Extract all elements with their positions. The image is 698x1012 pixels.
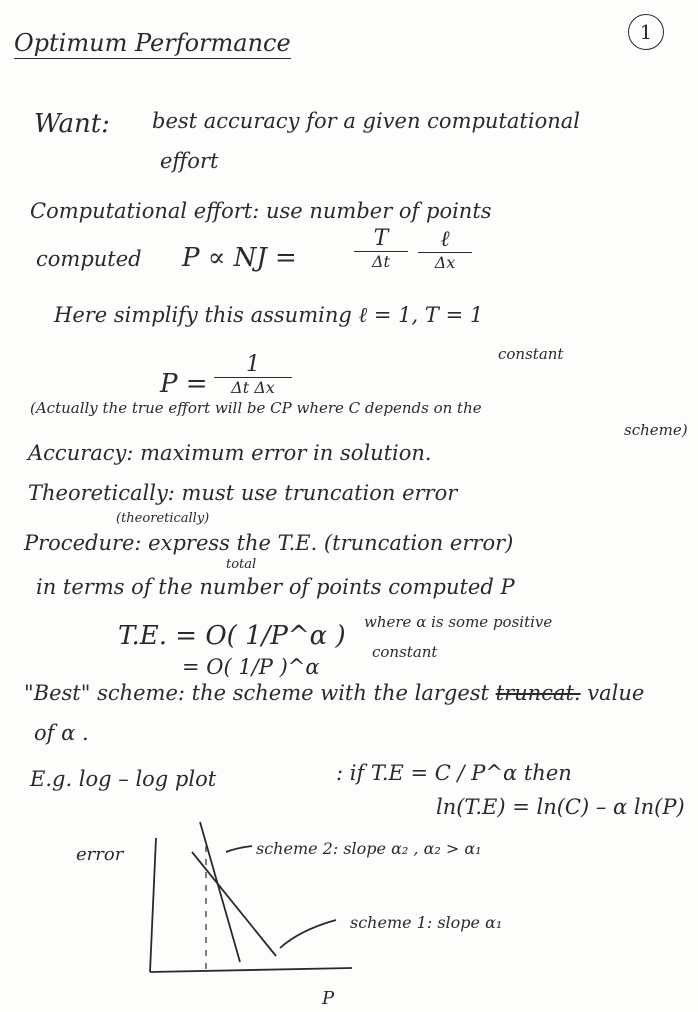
best-struck-word: truncat.	[495, 681, 581, 705]
te-note2: constant	[372, 643, 438, 661]
scheme-note: scheme)	[624, 421, 688, 439]
effort-formula: P ∝ NJ =	[182, 243, 297, 273]
te-line1: T.E. = O( 1/P^α )	[118, 621, 346, 651]
want-line1: best accuracy for a given computational	[152, 109, 580, 133]
procedure-line: Procedure: express the T.E. (truncation error)	[24, 531, 514, 555]
scheme1-label: scheme 1: slope α₁	[350, 913, 503, 932]
te-note1: where α is some positive	[364, 613, 553, 631]
eg-line: E.g. log – log plot	[30, 767, 217, 791]
accuracy-line: Accuracy: maximum error in solution.	[28, 441, 432, 465]
best-line2: of α .	[34, 721, 89, 745]
want-label: Want:	[34, 109, 110, 139]
total-insert: total	[226, 557, 257, 572]
fraction-t-num: T	[354, 226, 408, 252]
theoretically-line: Theoretically: must use truncation error	[28, 481, 458, 505]
ln-line: ln(T.E) = ln(C) – α ln(P)	[436, 795, 685, 819]
effort-line2-prefix: computed	[36, 247, 142, 271]
fraction-l-den: Δx	[434, 253, 456, 272]
if-line: : if T.E = C / P^α then	[336, 761, 572, 785]
theoretically-insert: (theoretically)	[116, 511, 210, 526]
p-formula-lhs: P =	[160, 369, 208, 399]
plot-x-axis	[150, 968, 352, 972]
best-line1-a: "Best" scheme: the scheme with the largest	[24, 681, 489, 705]
simplify-line: Here simplify this assuming ℓ = 1, T = 1	[54, 303, 484, 327]
want-line2: effort	[160, 149, 219, 173]
plot-y-axis	[150, 838, 156, 972]
plot-xlabel: P	[322, 988, 335, 1009]
scheme1-pointer	[280, 920, 336, 948]
actually-line: (Actually the true effort will be CP where C depends on the	[30, 399, 482, 417]
plot-ylabel: error	[76, 844, 124, 865]
p-fraction-num: 1	[214, 352, 292, 378]
scheme2-label: scheme 2: slope α₂ , α₂ > α₁	[256, 839, 482, 858]
p-fraction-den: Δt Δx	[231, 378, 275, 397]
page-title: Optimum Performance	[14, 30, 291, 59]
scheme2-pointer	[226, 846, 252, 852]
effort-line1: Computational effort: use number of points	[30, 199, 492, 223]
fraction-t-den: Δt	[372, 252, 390, 271]
terms-line: in terms of the number of points computed P	[36, 575, 515, 599]
constant-note: constant	[498, 345, 564, 363]
fraction-l-num: ℓ	[418, 226, 472, 253]
best-line1-b: value	[587, 681, 645, 705]
te-line2: = O( 1/P )^α	[182, 655, 320, 679]
page-number: 1	[628, 14, 664, 50]
